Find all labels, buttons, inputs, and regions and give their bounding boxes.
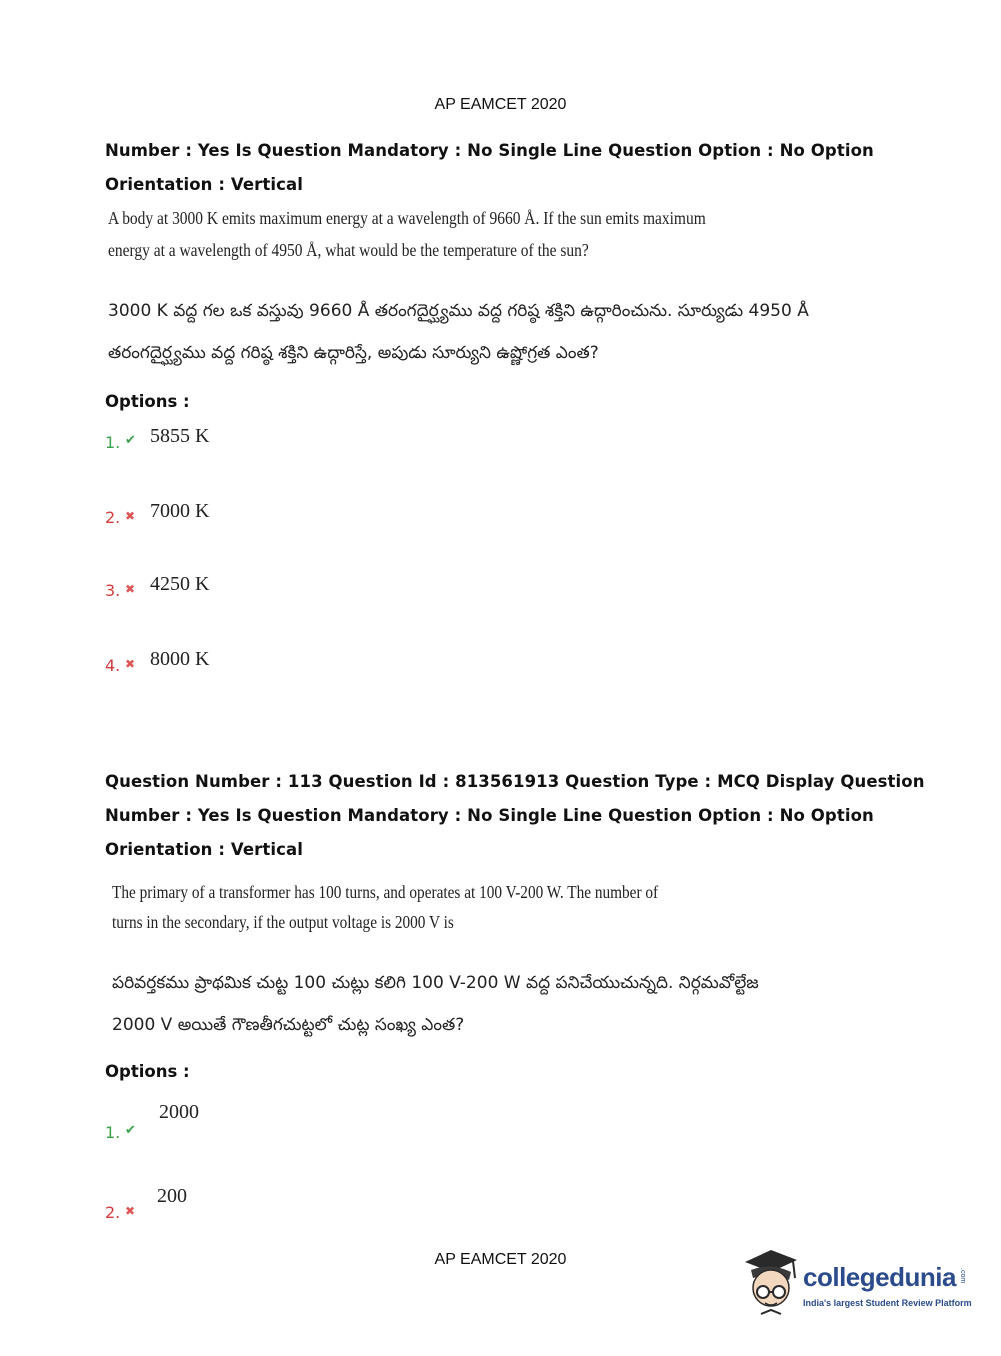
mascot-icon [741,1248,801,1318]
option-number: 2. [105,508,121,527]
collegedunia-logo [741,1248,971,1318]
check-icon: ✔ [125,433,136,448]
q112-meta-line1: Number : Yes Is Question Mandatory : No Single Line Question Option : No Option [105,141,874,160]
q112-telugu-line2: తరంగదైర్ఘ్యము వద్ద గరిష్ఠ శక్తిని ఉద్గారిస్తే, అపుడు సూర్యుని ఉష్ణోగ్రత ఎంత? [108,343,599,363]
option-number: 1. [105,433,121,452]
option-number: 3. [105,581,121,600]
option-number: 4. [105,656,121,675]
option-number: 1. [105,1123,121,1142]
q112-telugu-line1: 3000 K వద్ద గల ఒక వస్తువు 9660 Å తరంగదైర్ఘ్యము వద్ద గరిష్ఠ శక్తిని ఉద్గారించును. సూర్యుడు 4950 Å [108,301,809,321]
q112-options-label: Options : [105,392,190,411]
check-icon: ✔ [125,1123,136,1138]
cross-icon: ✖ [125,582,136,596]
option-value: 5855 K [150,425,210,447]
option-value: 8000 K [150,648,210,670]
option-number: 2. [105,1203,121,1222]
option-value: 2000 [159,1101,199,1123]
cross-icon: ✖ [125,1204,136,1218]
cross-icon: ✖ [125,509,136,523]
q112-meta-line2: Orientation : Vertical [105,175,304,194]
q113-telugu-line2: 2000 V అయితే గౌణతీగచుట్టలో చుట్ల సంఖ్య ఎంత? [112,1015,465,1035]
cross-icon: ✖ [125,657,136,671]
q113-telugu-line1: పరివర్తకము ప్రాథమిక చుట్ట 100 చుట్లు కలిగి 100 V-200 W వద్ద పనిచేయుచున్నది. నిర్గమవోల్టేజ [112,973,759,993]
q112-english-line2: energy at a wavelength of 4950 Å, what would be the temperature of the sun? [108,240,589,260]
q113-meta-line3: Orientation : Vertical [105,840,304,859]
page-header-title: AP EAMCET 2020 [434,96,567,113]
logo-tagline: India's largest Student Review Platform [803,1298,972,1308]
option-value: 7000 K [150,500,210,522]
q113-english-line1: The primary of a transformer has 100 turns, and operates at 100 V-200 W. The number of [112,882,659,902]
logo-suffix: .com [959,1268,966,1284]
q113-english-line2: turns in the secondary, if the output voltage is 2000 V is [112,912,454,932]
option-value: 4250 K [150,573,210,595]
page-footer-title: AP EAMCET 2020 [434,1251,567,1268]
option-value: 200 [157,1185,187,1207]
logo-name: collegedunia [803,1262,956,1292]
q112-english-line1: A body at 3000 K emits maximum energy at a wavelength of 9660 Å. If the sun emits maximum [108,208,706,228]
q113-meta-line1: Question Number : 113 Question Id : 813561913 Question Type : MCQ Display Question [105,772,925,791]
q113-options-label: Options : [105,1062,190,1081]
q113-meta-line2: Number : Yes Is Question Mandatory : No Single Line Question Option : No Option [105,806,874,825]
